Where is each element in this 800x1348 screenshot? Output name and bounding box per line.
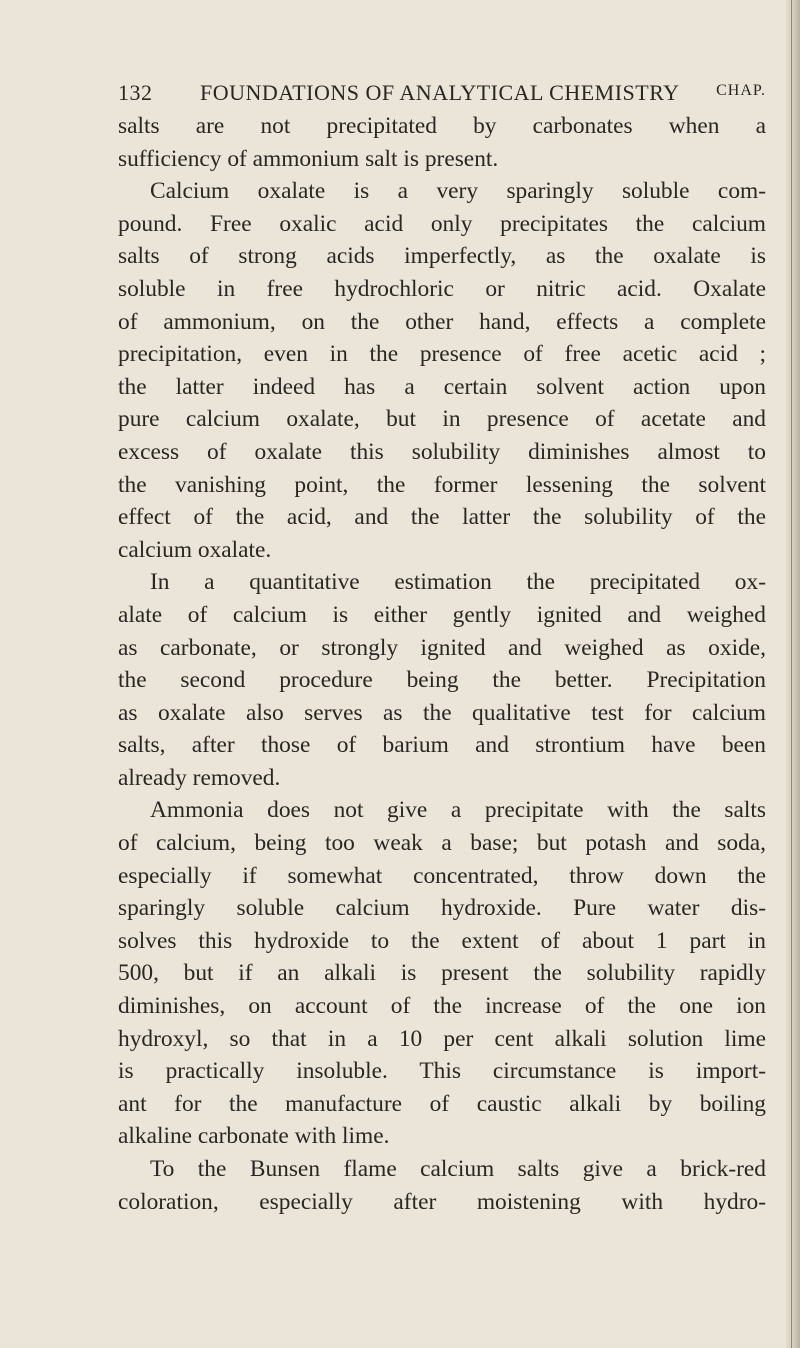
running-header [118,80,766,110]
text-line: already removed. [118,764,281,791]
page-edge-shadow [786,0,800,1348]
text-line: excess of oxalate this solubility diminishes almost to [118,438,766,465]
text-line: alkaline carbonate with lime. [118,1123,390,1150]
text-line: Ammonia does not give a precipitate with the salts [150,797,766,824]
page-edge-line [791,0,792,1348]
text-line: sufficiency of ammonium salt is present. [118,145,499,172]
text-line: of calcium, being too weak a base; but potash and soda, [118,830,766,857]
text-line: sparingly soluble calcium hydroxide. Pure water dis- [118,895,766,922]
text-line: the vanishing point, the former lessening the solvent [118,471,766,498]
text-line: coloration, especially after moistening with hydro- [118,1188,766,1215]
text-line: diminishes, on account of the increase of the one ion [118,993,766,1020]
text-line: alate of calcium is either gently ignited and weighed [118,601,766,628]
text-line: ant for the manufacture of caustic alkali by boiling [118,1090,766,1117]
text-line: hydroxyl, so that in a 10 per cent alkali solution lime [118,1025,766,1052]
text-line: especially if somewhat concentrated, throw down the [118,862,766,889]
text-line: precipitation, even in the presence of free acetic acid ; [118,341,766,368]
text-line: salts, after those of barium and strontium have been [118,732,766,759]
text-line: is practically insoluble. This circumstance is import- [118,1058,766,1085]
text-line: calcium oxalate. [118,536,272,563]
body-text [118,110,766,1218]
text-line: the second procedure being the better. Precipitation [118,667,766,694]
text-line: pure calcium oxalate, but in presence of acetate and [118,406,766,433]
running-title: FOUNDATIONS OF ANALYTICAL CHEMISTRY [200,80,680,105]
text-line: To the Bunsen flame calcium salts give a brick-red [150,1156,766,1182]
text-line: In a quantitative estimation the precipitated ox- [150,569,766,596]
text-line: pound. Free oxalic acid only precipitates the calcium [118,210,766,237]
text-line: as carbonate, or strongly ignited and weighed as oxide, [118,634,766,661]
chapter-mark: CHAP. [716,82,766,99]
text-line: soluble in free hydrochloric or nitric acid. Oxalate [118,275,766,302]
text-line: of ammonium, on the other hand, effects a complete [118,308,766,335]
text-line: salts of strong acids imperfectly, as the oxalate is [118,243,766,270]
text-line: effect of the acid, and the latter the solubility of the [118,504,766,531]
text-line: salts are not precipitated by carbonates when a [118,113,766,139]
text-line: Calcium oxalate is a very sparingly soluble com- [150,178,766,205]
text-line: 500, but if an alkali is present the solubility rapidly [118,960,766,987]
text-line: as oxalate also serves as the qualitative test for calcium [118,699,766,726]
text-line: solves this hydroxide to the extent of about 1 part in [118,927,766,954]
page-number: 132 [118,80,153,105]
text-line: the latter indeed has a certain solvent action upon [118,373,766,400]
